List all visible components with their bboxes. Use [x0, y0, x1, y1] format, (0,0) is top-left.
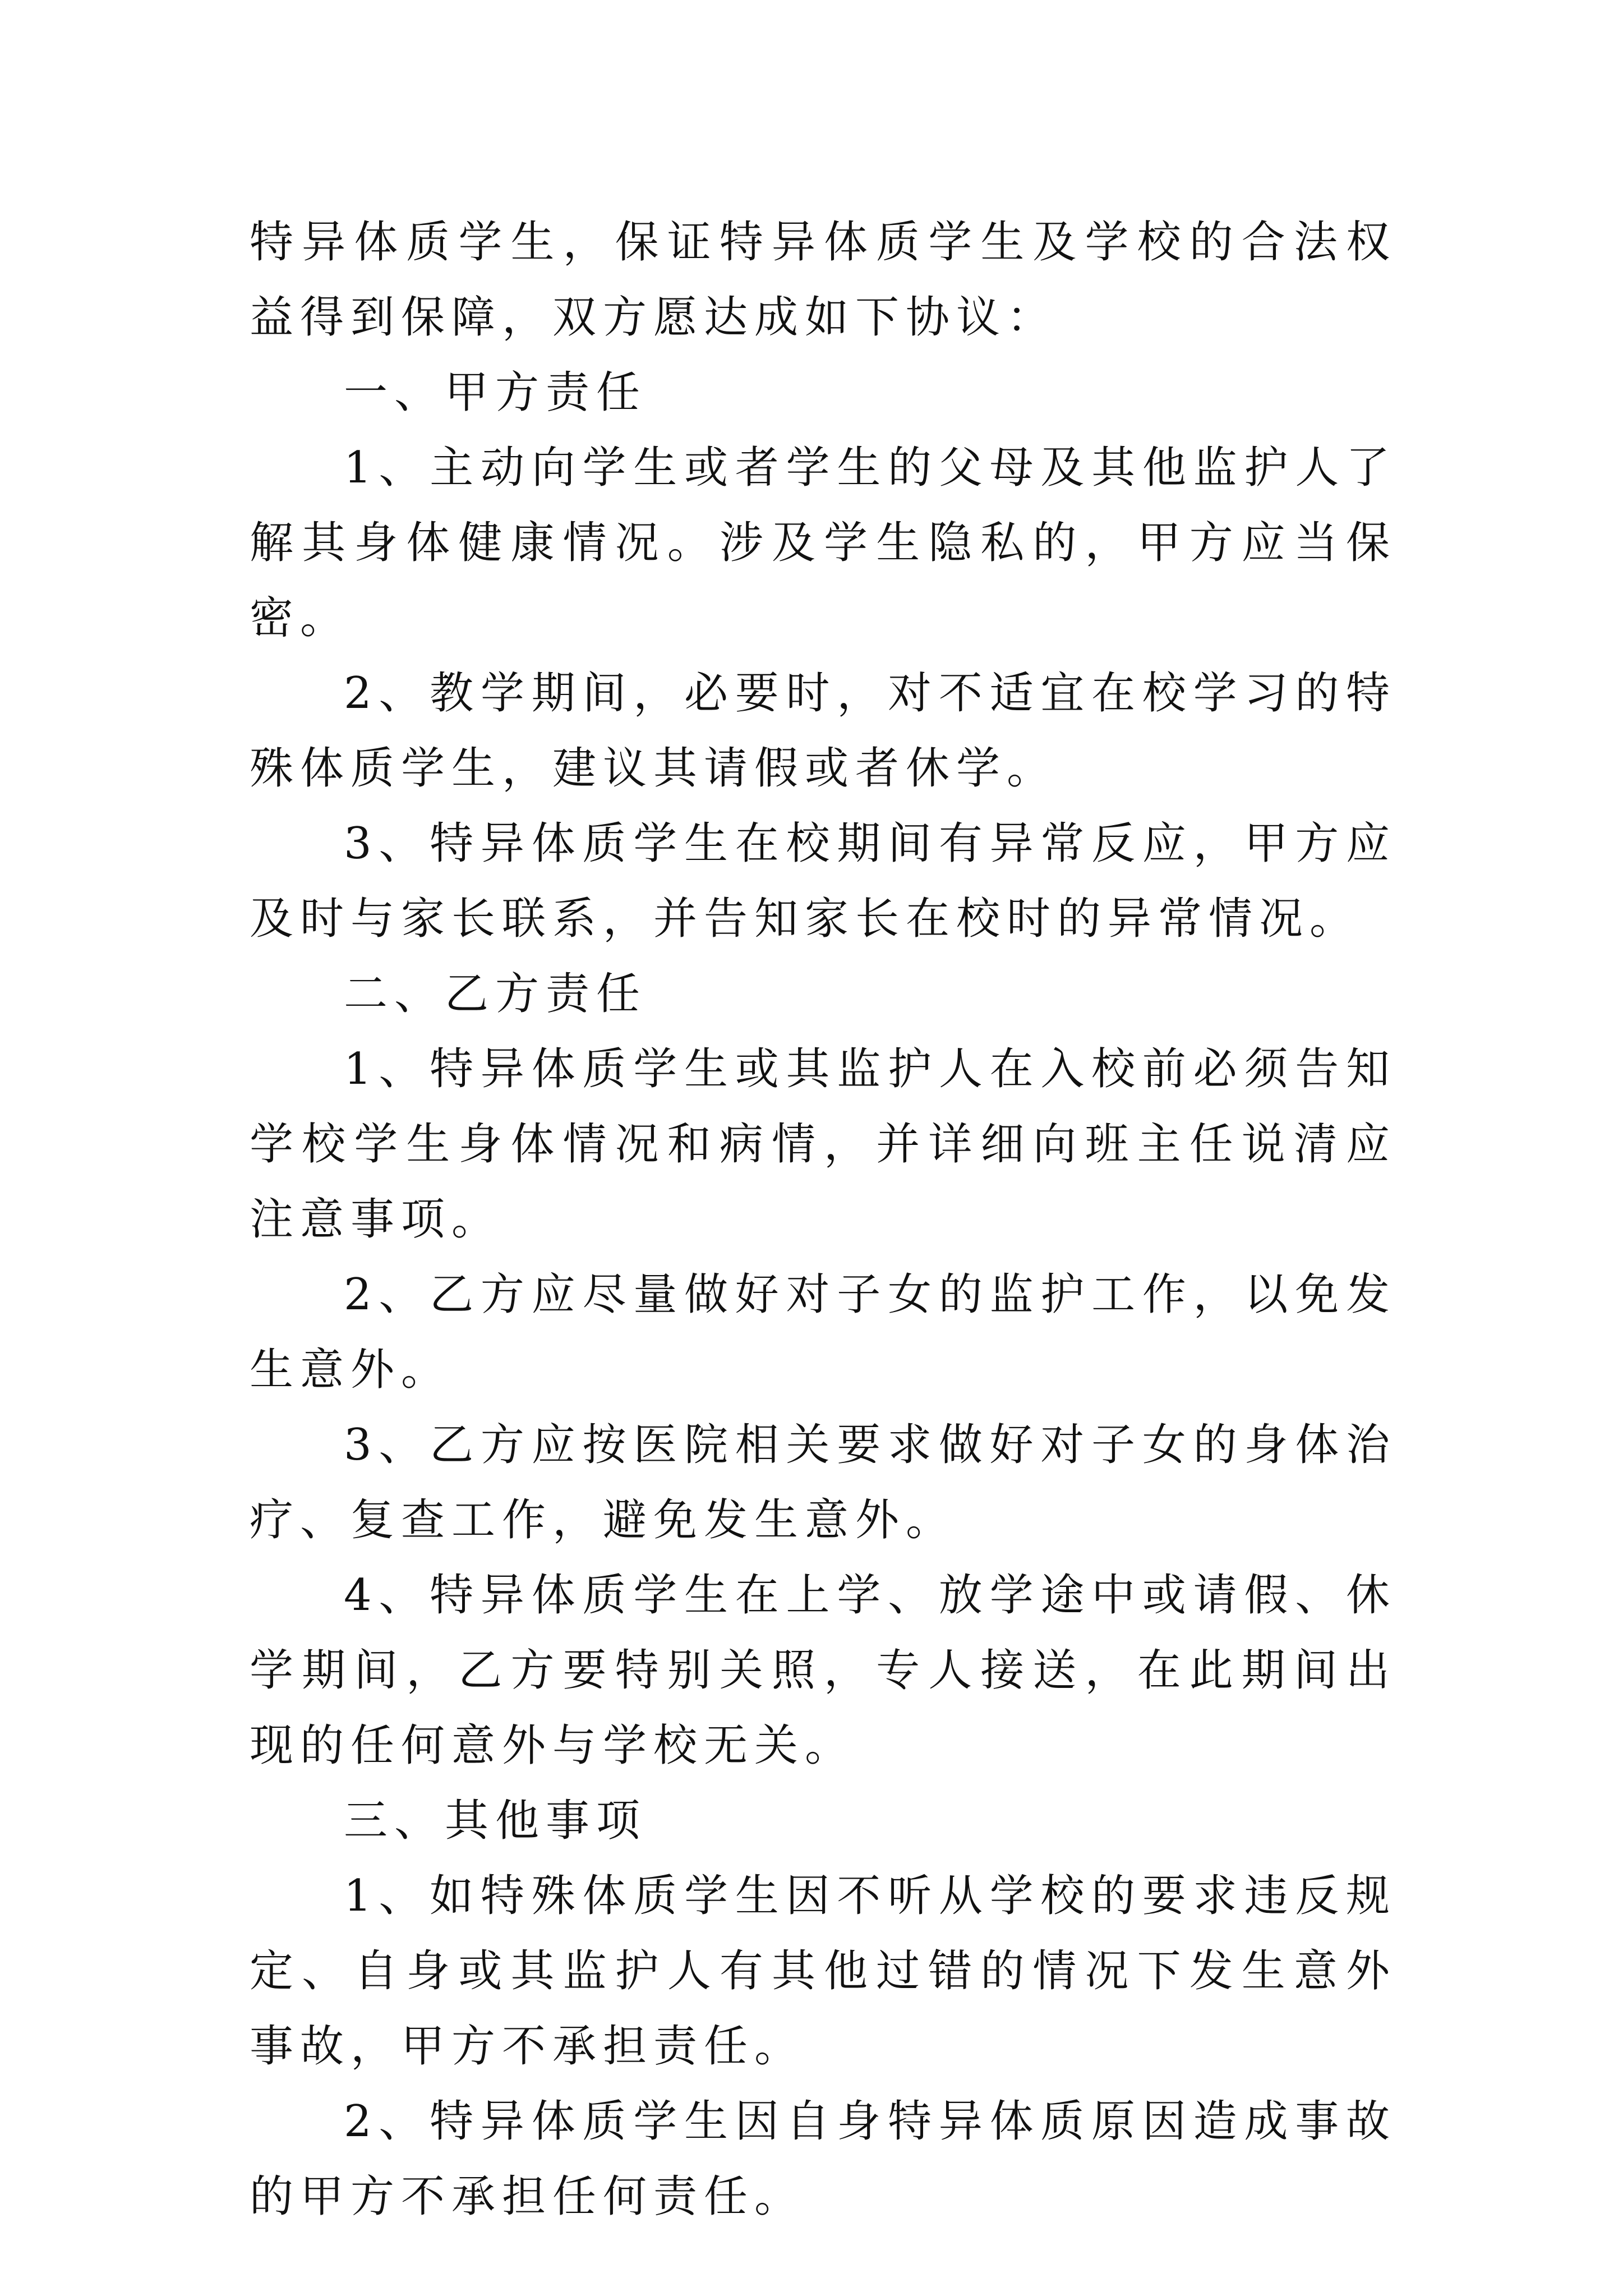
- paragraph-a3: 3、特异体质学生在校期间有异常反应，甲方应及时与家长联系，并告知家长在校时的异常情况。: [250, 818, 1396, 944]
- document-body: [250, 205, 1396, 2234]
- paragraph-b1: 1、特异体质学生或其监护人在入校前必须告知学校学生身体情况和病情，并详细向班主任说清应注意事项。: [250, 1044, 1396, 1245]
- paragraph-a1: 1、主动向学生或者学生的父母及其他监护人了解其身体健康情况。涉及学生隐私的，甲方应当保密。: [250, 443, 1396, 643]
- paragraph-b3: 3、乙方应按医院相关要求做好对子女的身体治疗、复查工作，避免发生意外。: [250, 1420, 1396, 1545]
- paragraph-a2: 2、教学期间，必要时，对不适宜在校学习的特殊体质学生，建议其请假或者休学。: [250, 668, 1396, 794]
- paragraph-continuation: 特异体质学生，保证特异体质学生及学校的合法权益得到保障，双方愿达成如下协议：: [250, 217, 1396, 343]
- paragraph-b2: 2、乙方应尽量做好对子女的监护工作，以免发生意外。: [250, 1269, 1396, 1395]
- section-heading-party-a: 一、甲方责任: [344, 367, 647, 418]
- paragraph-c2: 2、特异体质学生因自身特异体质原因造成事故的甲方不承担任何责任。: [250, 2096, 1396, 2222]
- paragraph-b4: 4、特异体质学生在上学、放学途中或请假、休学期间，乙方要特别关照，专人接送，在此期间出现的任何意外与学校无关。: [250, 1570, 1396, 1771]
- section-heading-other: 三、其他事项: [344, 1796, 647, 1846]
- paragraph-c1: 1、如特殊体质学生因不听从学校的要求违反规定、自身或其监护人有其他过错的情况下发生意外事故，甲方不承担责任。: [250, 1871, 1396, 2072]
- section-heading-party-b: 二、乙方责任: [344, 969, 647, 1019]
